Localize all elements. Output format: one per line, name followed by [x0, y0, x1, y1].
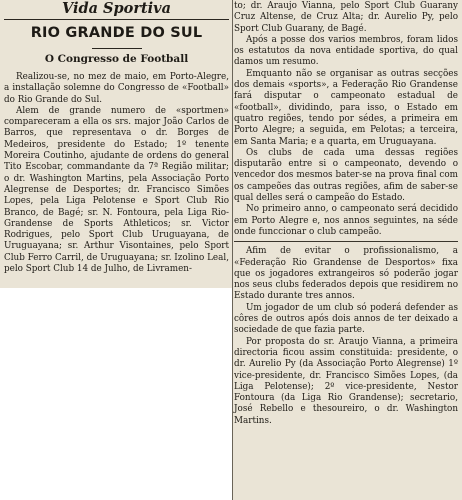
left-column	[4, 22, 229, 275]
section-title: Vida Sportiva	[61, 0, 172, 17]
article-paragraph: Alem de grande numero de «sportmen» compareceram a ella os srs. major João Carlos de Barros, que representava o dr. Borges de Medeiros, presidente do Estado; 1º tenente Moreira Coutinho, ajudante de ordens do general Tito Escobar, commandante da 7ª Região militar; o dr. Washington Martins, pela Associação Porto Alegrense de Desportes; dr. Francisco Simões Lopes, pela Liga Pelotense e Sport Club Rio Branco, de Bagé; sr. N. Fontoura, pela Liga Rio-Grandense de Sports Athleticos; sr. Victor Rodrigues, pelo Sport Club Uruguayana, de Uruguayana; sr. Arthur Visontaines, pelo Sport Club Ferro Carril, de Uruguayana; sr. Izolino Leal, pelo Sport Club 14 de Julho, de Livramen-	[4, 105, 229, 275]
section-rule	[234, 241, 458, 242]
article-paragraph: Emquanto não se organisar as outras secções dos demais «sports», a Federação Rio Grandense fará disputar o campeonato estadual de «football», dividindo, para isso, o Estado em quatro regiões, tendo por sédes, a primeira em Porto Alegre; a seguida, em Pelotas; a terceira, em Santa Maria; e a quarta, em Uruguayana.	[234, 68, 458, 147]
article-paragraph: Após a posse dos varios membros, foram lidos os estatutos da nova entidade sportiva, do qual damos um resumo.	[234, 34, 458, 68]
article-paragraph: to; dr. Araujo Vianna, pelo Sport Club Guarany Cruz Altense, de Cruz Alta; dr. Aurelio Py, pelo Sport Club Guarany, de Bagé.	[234, 1, 458, 34]
article-paragraph: Realizou-se, no mez de maio, em Porto-Alegre, a installação solemne do Congresso de «Football» do Rio Grande do Sul.	[4, 72, 229, 105]
right-column	[234, 1, 458, 427]
section-header	[4, 0, 229, 20]
article-paragraph: Por proposta do sr. Araujo Vianna, a primeira directoria ficou assim constituida: presidente, o dr. Aurelio Py (da Associação Porto Alegrense) 1º vice-presidente, dr. Francisco Simões Lopes, (da Liga Pelotense); 2º vice-presidente, Nestor Fontoura (da Liga Rio Grandense); secretario, José Rebello e thesoureiro, o dr. Washington Martins.	[234, 336, 458, 426]
headline-rule	[92, 48, 142, 49]
article-paragraph: Afim de evitar o profissionalismo, a «Federação Rio Grandense de Desportos» fixa que os jogadores extrangeiros só poderão jogar nos seus clubs federados depois que residirem no Estado durante tres annos.	[234, 246, 458, 302]
article-paragraph: No primeiro anno, o campeonato será decidido em Porto Alegre e, nos annos seguintes, na séde onde funccionar o club campeão.	[234, 204, 458, 237]
column-divider	[232, 0, 233, 500]
article-paragraph: Um jogador de um club só poderá defender as côres de outros após dois annos de ter deixado a sociedade de que fazia parte.	[234, 302, 458, 336]
article-headline: RIO GRANDE DO SUL	[30, 25, 203, 41]
article-paragraph: Os clubs de cada uma dessas regiões disputarão entre si o campeonato, devendo o vencedor dos mesmos bater-se na prova final com os campeões das outras regiões, afim de saber-se qual delles será o campeão do Estado.	[234, 147, 458, 204]
article-subheading: O Congresso de Football	[44, 53, 189, 65]
